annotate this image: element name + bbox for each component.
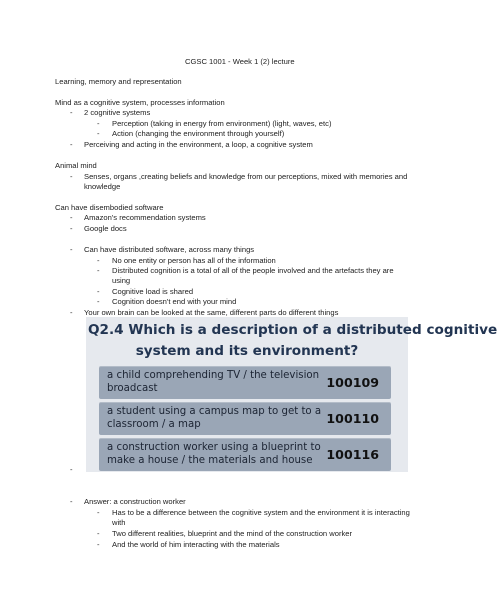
answer-point-difference: Has to be a difference between the cognitive system and the environment it is interacting with	[112, 508, 410, 527]
quiz-slide-image	[86, 317, 497, 472]
bullet-dash: -	[70, 108, 73, 117]
quiz-option-code: 100116	[326, 447, 379, 462]
section-heading-animal-mind: Animal mind	[55, 161, 97, 170]
bullet-dash: -	[70, 140, 73, 149]
quiz-option	[99, 366, 391, 399]
answer-point-realities: Two different realities, blueprint and the mind of the construction worker	[112, 529, 353, 538]
bullet-perception: Perception (taking in energy from environment) (light, waves, etc)	[112, 119, 332, 128]
bullet-distributed-software: Can have distributed software, across many things	[84, 245, 255, 254]
bullet-dash: -	[70, 224, 73, 233]
bullet-dash: -	[97, 256, 100, 265]
document-subtitle: Learning, memory and representation	[55, 77, 182, 86]
quiz-option	[99, 438, 391, 471]
answer-label: Answer: a construction worker	[84, 497, 186, 506]
bullet-amazon: Amazon's recommendation systems	[84, 213, 206, 222]
bullet-action: Action (changing the environment through yourself)	[112, 129, 285, 138]
quiz-question-line2: system and its environment?	[135, 343, 359, 359]
answer-point-world: And the world of him interacting with the materials	[112, 540, 280, 549]
bullet-dash: -	[97, 287, 100, 296]
bullet-senses: Senses, organs ,creating beliefs and knowledge from our perceptions, mixed with memories and knowledge	[84, 172, 408, 191]
bullet-dash: -	[97, 540, 100, 549]
bullet-dash: -	[70, 308, 73, 317]
bullet-dash: -	[97, 297, 100, 306]
quiz-option-text: a child comprehending TV / the television broadcast	[107, 370, 320, 394]
document-title: CGSC 1001 - Week 1 (2) lecture	[185, 57, 295, 66]
bullet-dash: -	[70, 172, 73, 181]
quiz-option-code: 100109	[326, 375, 379, 390]
bullet-no-one-entity: No one entity or person has all of the information	[112, 256, 276, 265]
bullet-own-brain: Your own brain can be looked at the same, different parts do different things	[84, 308, 339, 317]
bullet-dash: -	[97, 529, 100, 538]
quiz-option	[99, 402, 391, 435]
bullet-dash: -	[70, 213, 73, 222]
bullet-cognitive-load: Cognitive load is shared	[112, 287, 194, 296]
section-heading-cognitive-system: Mind as a cognitive system, processes information	[55, 98, 225, 107]
quiz-option-text: a student using a campus map to get to a classroom / a map	[107, 406, 322, 430]
bullet-dash: -	[97, 119, 100, 128]
bullet-dash: -	[97, 129, 100, 138]
bullet-two-systems: 2 cognitive systems	[84, 108, 151, 117]
quiz-option-text: a construction worker using a blueprint to make a house / the materials and house	[107, 442, 321, 466]
bullet-dash: -	[97, 266, 100, 275]
bullet-perceiving-acting: Perceiving and acting in the environment, a loop, a cognitive system	[84, 140, 313, 149]
bullet-cognition-mind: Cognition doesn't end with your mind	[112, 297, 237, 306]
section-heading-disembodied: Can have disembodied software	[55, 203, 164, 212]
bullet-distributed-cognition: Distributed cognition is a total of all of the people involved and the artefacts they are using	[112, 266, 394, 285]
quiz-option-code: 100110	[326, 411, 379, 426]
quiz-question-line1: Q2.4 Which is a description of a distributed cognitive	[88, 322, 497, 338]
bullet-dash: -	[70, 497, 73, 506]
bullet-dash: -	[97, 508, 100, 517]
bullet-dash: -	[70, 245, 73, 254]
bullet-google-docs: Google docs	[84, 224, 127, 233]
bullet-dash: -	[70, 465, 73, 474]
